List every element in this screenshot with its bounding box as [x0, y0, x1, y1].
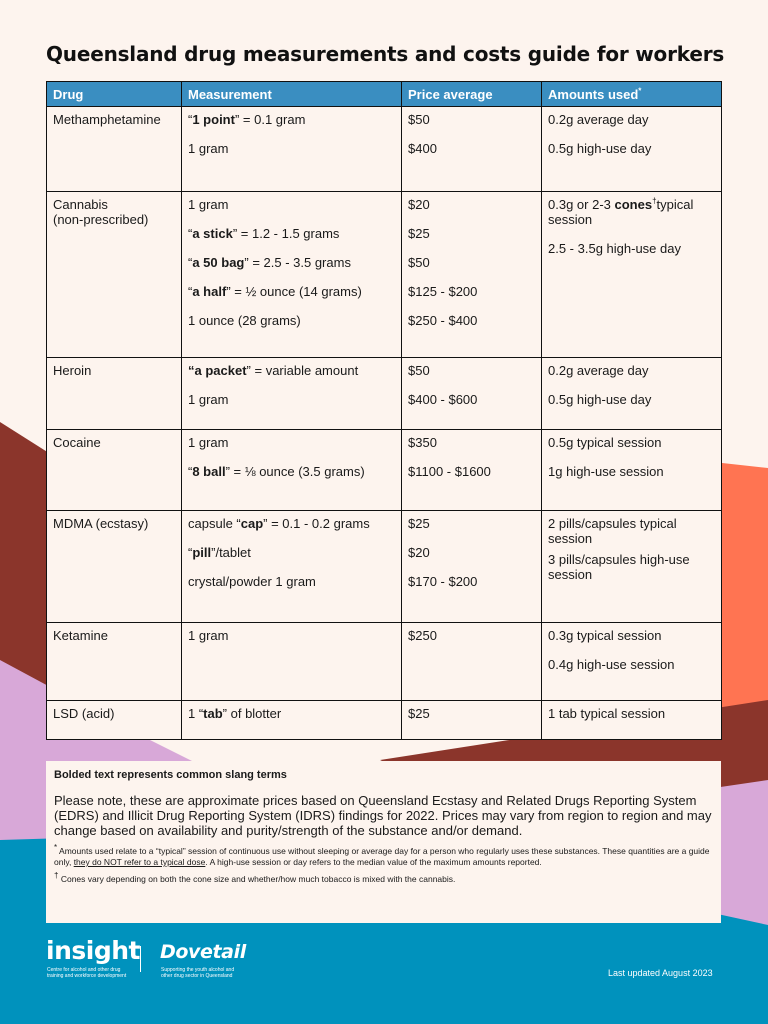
slang-term: a packet [194, 363, 247, 378]
measurement-line [188, 628, 395, 643]
last-updated: Last updated August 2023 [608, 968, 713, 978]
text-post: ” = variable amount [246, 363, 359, 378]
amount-line: 1g high-use session [548, 464, 664, 479]
slang-term: 1 point [192, 112, 235, 127]
text-post: ” = 1.2 - 1.5 grams [232, 226, 340, 241]
price-disclaimer: Please note, these are approximate prices based on Queensland Ecstasy and Related Drugs Reporting System (EDRS) and Illicit Drug Reporting System (IDRS) findings for 2022. Prices may vary from region to region and may change based on availability and purity/strength of the substance and/or demand. [54, 793, 712, 838]
amount-line: 0.2g average day [548, 363, 649, 378]
asterisk-mark: * [638, 86, 642, 96]
measurement-line [188, 226, 395, 241]
measurement-cell [182, 358, 402, 430]
slang-note: Bolded text represents common slang terms [54, 769, 287, 781]
measurement-line [188, 545, 395, 560]
price-line: $350 [408, 435, 437, 450]
amounts-cell [542, 623, 722, 701]
table-row [47, 358, 722, 430]
slang-term: a stick [192, 226, 233, 241]
measurement-line [188, 141, 395, 156]
measurement-line [188, 255, 395, 270]
amounts-cell [542, 358, 722, 430]
drug-cell [47, 623, 182, 701]
insight-tagline: Centre for alcohol and other drug training and workforce development [47, 967, 127, 979]
drug-name: Methamphetamine [53, 112, 161, 127]
table-row [47, 430, 722, 511]
text-post: 1 gram [188, 628, 229, 643]
measurement-line [188, 313, 395, 328]
table-header-row [47, 82, 722, 107]
price-cell [402, 107, 542, 192]
drug-name: Cannabis [53, 197, 108, 212]
drug-name: Cocaine [53, 435, 101, 450]
price-line: $125 - $200 [408, 284, 478, 299]
text-pre: “ [188, 112, 193, 127]
slang-term: cones [614, 197, 653, 212]
text-pre: “ [188, 464, 193, 479]
amount-line: 2.5 - 3.5g high-use day [548, 241, 681, 256]
header-price: Price average [402, 82, 542, 107]
slang-term: 8 ball [192, 464, 226, 479]
amount-line: 0.5g high-use day [548, 141, 652, 156]
table-row [47, 511, 722, 623]
footnote-cones [54, 871, 713, 885]
page-title: Queensland drug measurements and costs guide for workers [46, 42, 725, 66]
text-pre: “ [188, 284, 193, 299]
amounts-cell [542, 701, 722, 740]
table-row [47, 107, 722, 192]
measurement-cell [182, 623, 402, 701]
text-post: crystal/powder 1 gram [188, 574, 316, 589]
footnote-amounts [54, 843, 713, 868]
slang-term: pill [192, 545, 212, 560]
text-post: ” = ⅛ ounce (3.5 grams) [225, 464, 365, 479]
text-post: ” = ½ ounce (14 grams) [226, 284, 362, 299]
drug-cell [47, 430, 182, 511]
header-amounts [542, 82, 722, 107]
table-row [47, 623, 722, 701]
text-pre: 1 “ [188, 706, 204, 721]
measurement-cell [182, 192, 402, 358]
amount-line: 2 pills/capsules typical session [548, 516, 677, 546]
price-cell [402, 358, 542, 430]
header-amounts-label: Amounts used [548, 86, 639, 102]
price-cell [402, 701, 542, 740]
measurement-line [188, 284, 395, 299]
slang-term: a half [192, 284, 227, 299]
slang-term: cap [240, 516, 264, 531]
measurement-line [188, 112, 395, 127]
price-line: $250 - $400 [408, 313, 478, 328]
table-row [47, 701, 722, 740]
drug-name: MDMA (ecstasy) [53, 516, 149, 531]
slang-term: tab [203, 706, 223, 721]
price-line: $1100 - $1600 [408, 464, 491, 479]
measurement-line [188, 435, 395, 450]
text-post: ”/tablet [211, 545, 251, 560]
text-post: 1 gram [188, 197, 229, 212]
notes-panel [46, 761, 721, 923]
drug-name-qualifier: (non-prescribed) [53, 212, 149, 227]
footnote-text: Cones vary depending on both the cone size and whether/how much tobacco is mixed with the cannabis. [60, 874, 456, 884]
measurement-cell [182, 107, 402, 192]
drug-cell [47, 107, 182, 192]
dovetail-logo: Dovetail [160, 941, 246, 963]
measurement-cell [182, 430, 402, 511]
drug-cell [47, 511, 182, 623]
text-post: 1 gram [188, 141, 229, 156]
text-post: 1 ounce (28 grams) [188, 313, 301, 328]
price-cell [402, 192, 542, 358]
amount-line: 0.5g typical session [548, 435, 662, 450]
drug-name: Heroin [53, 363, 92, 378]
price-cell [402, 511, 542, 623]
price-line: $50 [408, 363, 430, 378]
measurement-cell [182, 511, 402, 623]
measurement-line [188, 516, 395, 531]
amounts-cell [542, 107, 722, 192]
drug-name: LSD (acid) [53, 706, 115, 721]
price-line: $50 [408, 112, 430, 127]
price-line: $400 [408, 141, 437, 156]
measurement-line [188, 363, 395, 378]
text-post: typical session [548, 197, 694, 227]
dagger-mark: † [54, 871, 59, 881]
footnote-text: Amounts used relate to a “typical” session of continuous use without sleeping or average day for a person who regularly uses these substances. These quantities are a guide only, [54, 846, 710, 867]
amounts-cell [542, 430, 722, 511]
amount-line: 0.2g average day [548, 112, 649, 127]
insight-logo: insight [46, 936, 140, 965]
footnote-text: . A high-use session or day refers to the median value of the maximum amounts reported. [205, 857, 542, 867]
price-cell [402, 430, 542, 511]
logo-divider [140, 946, 141, 972]
dagger-mark: † [652, 196, 657, 206]
footnote-underlined: they do NOT refer to a typical dose [73, 857, 206, 867]
text-post: ” = 0.1 gram [234, 112, 306, 127]
drug-name: Ketamine [53, 628, 108, 643]
text-pre: “ [188, 226, 193, 241]
measurement-line [188, 464, 395, 479]
drug-cell [47, 701, 182, 740]
text-pre: “ [188, 255, 193, 270]
drug-cell [47, 358, 182, 430]
price-line: $250 [408, 628, 437, 643]
asterisk-mark: * [54, 843, 58, 853]
dovetail-tagline: Supporting the youth alcohol and other drug sector in Queensland [161, 967, 235, 979]
price-line: $25 [408, 516, 430, 531]
header-drug: Drug [47, 82, 182, 107]
text-post: ” of blotter [222, 706, 282, 721]
text-pre: “ [188, 545, 193, 560]
text-post: ” = 0.1 - 0.2 grams [263, 516, 370, 531]
amount-line: 0.4g high-use session [548, 657, 675, 672]
measurement-line [188, 706, 395, 721]
price-line: $25 [408, 226, 430, 241]
measurement-cell [182, 701, 402, 740]
header-measurement: Measurement [182, 82, 402, 107]
measurement-line [188, 392, 395, 407]
price-line: $170 - $200 [408, 574, 478, 589]
measurement-line [188, 574, 395, 589]
amount-line [548, 197, 715, 227]
drug-table [46, 81, 722, 740]
measurement-line [188, 197, 395, 212]
amounts-cell [542, 192, 722, 358]
price-line: $400 - $600 [408, 392, 478, 407]
price-line: $25 [408, 706, 430, 721]
amount-line: 0.3g typical session [548, 628, 662, 643]
text-post: ” = 2.5 - 3.5 grams [244, 255, 351, 270]
amount-line: 1 tab typical session [548, 706, 666, 721]
price-line: $50 [408, 255, 430, 270]
amount-line: 3 pills/capsules high-use session [548, 552, 690, 582]
amount-line: 0.5g high-use day [548, 392, 652, 407]
drug-cell [47, 192, 182, 358]
amounts-cell [542, 511, 722, 623]
text-pre: 0.3g or 2-3 [548, 197, 615, 212]
text-post: 1 gram [188, 435, 229, 450]
text-post: 1 gram [188, 392, 229, 407]
text-pre: capsule “ [188, 516, 241, 531]
price-cell [402, 623, 542, 701]
table-row [47, 192, 722, 358]
price-line: $20 [408, 545, 430, 560]
price-line: $20 [408, 197, 430, 212]
slang-term: a 50 bag [192, 255, 245, 270]
text-pre: “ [188, 363, 195, 378]
